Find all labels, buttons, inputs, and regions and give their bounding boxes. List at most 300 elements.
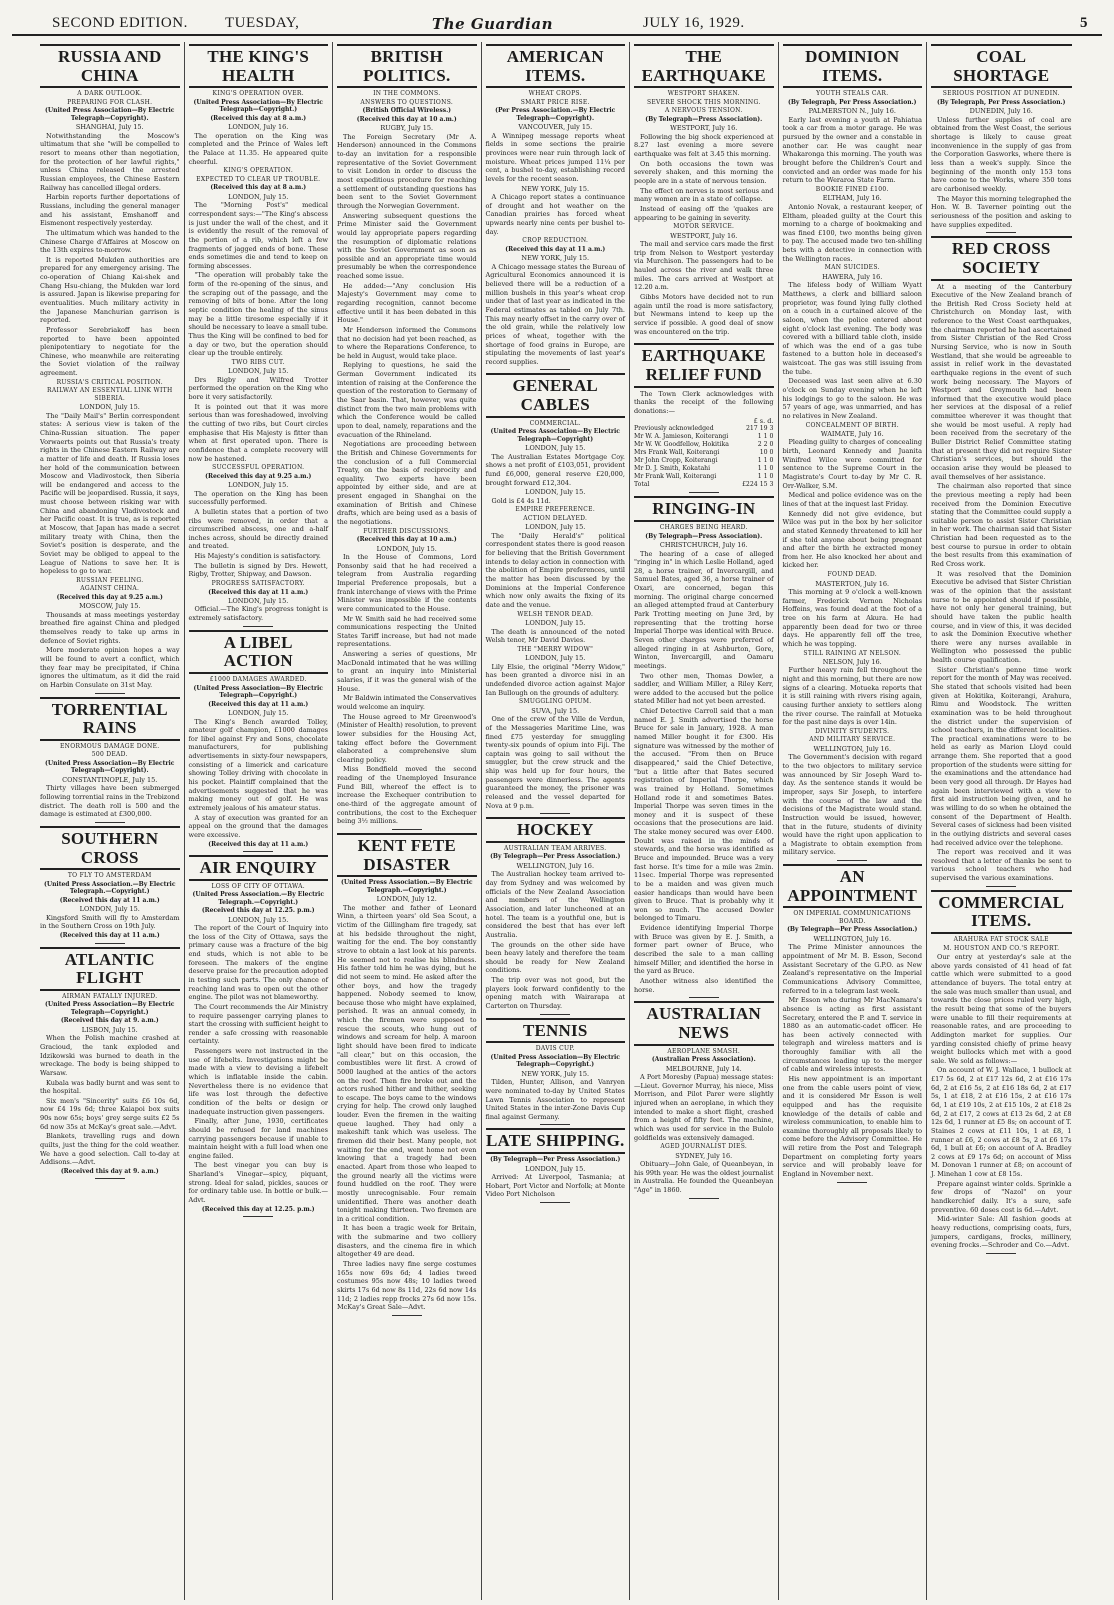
article-paragraph: A Chicago report states a continuance of drought and hot weather on the Canadian prairies has forced wheat upwards nearly nine cents per bushel to-day. <box>485 193 625 236</box>
article-body <box>189 676 329 848</box>
wire-credit: (Received this day at 11 a.m.) <box>208 840 309 848</box>
article-paragraph: The lifeless body of William Wyatt Matthews, a clerk and billiard saloon proprietor, was found lying fully clothed on a couch in a curtained alcove of the saloon, when the police entered about eight o'clock last evening. The body was covered with a billiard table cloth, inside of which was the end of a gas tube fastened to a button hole in deceased's waistcoat. The gas was still issuing from the tube. <box>782 281 922 376</box>
article-paragraph: Professor Serebriakoff has been reported to have been appointed plenipotentiary to negotiate for the Chinese, who meanwhile are reiterating the Soviet violation of the railway agreement. <box>40 325 180 378</box>
article-paragraph: Arrived: At Liverpool, Tasmania; at Hobart, Port Victor and Norfolk; at Monte Video Port Nicholson <box>485 1173 625 1199</box>
article-headline: AIR ENQUIRY <box>189 855 329 881</box>
article-paragraph: Mr W. Smith said he had received some communications respecting the United States Tariff increase, but had not made representations. <box>337 614 477 649</box>
wire-credit: (Received this day at 11 a.m.) <box>208 588 309 596</box>
article-paragraph: Following the big shock experienced at 8.27 last evening a more severe earthquake was felt at 3.45 this morning. <box>634 132 774 159</box>
article-paragraph: The bulletin is signed by Drs. Hewett, Rigby, Trotter, Shipway, and Dawson. <box>188 561 328 579</box>
article-subhead: A NERVOUS TENSION. <box>664 107 743 115</box>
article-dateline: WELLINGTON, July 16. <box>516 861 595 870</box>
article-paragraph: The effect on nerves is most serious and many women are in a state of collapse. <box>634 186 774 204</box>
article-paragraph: When the Polish machine crashed at Gracioud, the tank exploded and Idzikowski was burned to death in the wreckage. The body is being shipped to Warsaw. <box>40 1034 180 1077</box>
article-body <box>189 90 329 622</box>
article-subhead: EMPIRE PREFERENCE. <box>515 506 596 514</box>
article-paragraph: Six men's "Sincerity" suits £6 10s 6d, now £4 19s 6d; three Kaiapoi box suits 90s now 65s; boys' grey serge suits £2 5s 6d now 35s at McKay's great sale.—Advt. <box>40 1096 180 1131</box>
article-subhead: RUSSIAN FEELING. <box>76 576 144 584</box>
news-article <box>486 44 626 366</box>
article-subhead: MOTOR SERVICE. <box>673 223 735 231</box>
wire-credit: (By Telegraph—Press Association). <box>645 115 763 123</box>
article-divider <box>540 1202 570 1203</box>
article-body <box>40 993 180 1176</box>
article-subhead: ENORMOUS DAMAGE DONE. <box>60 742 160 750</box>
article-subhead: ACTION DELAYED. <box>523 514 588 522</box>
article-paragraph: "The operation will probably take the form of the re-opening of the sinus, and the scraping out of the passage, and the removing of bits of bone. After the long septic condition the healing of the sinus may be a little tiresome especially if it should be necessary to leave a small tube. Thus the King will be confined to bed for a day or two, but the operation should clear up the trouble entirely. <box>188 271 328 358</box>
article-paragraph: Deceased was last seen alive at 6.30 o'clock on Sunday evening when he left his lodgings to go to the saloon. He was 57 years of age, was unmarried, and has no relatives in New Zealand. <box>782 377 922 420</box>
wire-credit: (United Press Association—By Electric Telegraph—Copyright). <box>45 759 175 775</box>
article-divider <box>243 851 273 852</box>
wire-credit: (Received this day at 10 a.m.) <box>356 536 457 544</box>
article-headline: COMMERCIAL ITEMS. <box>931 890 1072 934</box>
article-subhead: STILL RAINING AT NELSON. <box>803 649 902 657</box>
article-subhead: RUSSIA'S CRITICAL POSITION. <box>56 378 163 386</box>
article-subhead: PREPARING FOR CLASH. <box>67 98 153 106</box>
article-paragraph: It is pointed out that it was more serious than was foreshadowed, involving the cutting of two ribs, but Court circles emphasise that His Majesty is fitter than when at first operated upon. There is confidence that a complete recovery will now be hastened. <box>188 402 328 463</box>
article-divider <box>689 997 719 998</box>
article-dateline: LONDON, July 15. <box>525 1164 586 1173</box>
article-body <box>634 524 774 994</box>
article-paragraph: Chief Detective Carroll said that a man named E. J. Smith advertised the horse Bruce for sale in January, 1928. A man named Miller bought it for £300. His signature was witnessed by the mother of the accused. "From then on Bruce disappeared," said the Chief Detective, "but a little after that Bates secured registration of Imperial Thorpe, which was trained by Holland. Sometimes Holland rode it and sometimes Bates. Imperial Thorpe was seven times in the money and it is suspect of these occasions that the prosecutions are laid. The stake money secured was over £400. Doubt was raised in the minds of stewards, and the horse was identified as Bruce and impounded. Bruce was a very fast horse. It's time for a mile was 2min. 11sec. Imperial Thorpe was represented to be a maiden and was given much easier handicaps than would have been given to Bruce. That is probably why it won so much. The accused Dowler belonged to Timaru. <box>634 707 774 923</box>
wire-credit: (United Press Association.—By Electric Telegraph.—Copyright.) <box>192 891 324 906</box>
article-paragraph: His new appointment is an important one from the cable users point of view, and it is considered Mr Esson is well equipped and has the requisite knowledge of the details of cable and wireless communication, to enable him to examine thoroughly all proposals likely to come before the Advisory Committee. He will retire from the Post and Telegraph Department on completing forty years service and will probably leave for England in November next. <box>782 1074 922 1179</box>
article-paragraph: Antonio Novak, a restaurant keeper, of Eltham, pleaded guilty at the Court this morning to a charge of bookmaking and was fined £100, two months being given to pay. The accused made two ten-shilling bets with a detective in connection with the Wellington races. <box>782 202 922 263</box>
article-divider <box>95 693 125 694</box>
article-paragraph: The report of the Court of Inquiry into the loss of the City of Ottawa, says the primary cause was a fracture of the big end studs, which is not able to be foreseen. The makers of the engine deserve praise for the precaution adopted in testing such parts. The only chance of reaching land was to open out the other engine. The pilot was not blameworthy. <box>188 924 328 1002</box>
article-subhead: EXPECTED TO CLEAR UP TROUBLE. <box>196 175 321 183</box>
article-headline: THE EARTHQUAKE <box>634 44 774 88</box>
article-dateline: LONDON, July 15. <box>525 654 586 663</box>
article-paragraph: The Mayor this morning telegraphed the Hon. W. B. Taverner pointing out the seriousness of the position and asking to have supplies expedited. <box>931 194 1072 229</box>
article-paragraph: The grounds on the other side have been heavy lately and therefore the team should be ready for New Zealand conditions. <box>485 940 625 975</box>
article-paragraph: Thousands at mass meetings yesterday breathed fire against China and pledged themselves ready to take up arms in defence of Soviet rights. <box>40 610 180 645</box>
article-paragraph: Obituary—John Gale, of Queanbeyan, in his 99th year. He was the oldest journalist in Australia. He founded the Queanbeyan "Age" in 1860. <box>634 1160 774 1195</box>
article-paragraph: The ultimatum which was handed to the Chinese Charge d'Affaires at Moscow on the 13th expires to-morrow. <box>40 228 180 255</box>
article-dateline: LONDON, July 16. <box>228 123 289 132</box>
article-subhead: A DARK OUTLOOK. <box>77 90 143 98</box>
article-subhead: AEROPLANE SMASH. <box>667 1047 741 1055</box>
article-dateline: LONDON, July 12. <box>376 895 437 904</box>
article-body <box>783 90 923 857</box>
article-paragraph: The hearing of a case of alleged "ringing in" in which Leslie Holland, aged 28, a horse trainer, of Invercargill, and Samuel Bates, aged 36, a horse trainer of Oxari, are concerned, began this morning. The original charge concerned an alleged attempted fraud at Canterbury Park Trotting meeting on June 3rd, by representing that the trotting horse Imperial Thorpe was identical with Bruce. Seven other charges were preferred of alleged ringing in at Ashburton, Gore, Winton, Invercargill, and Oamaru meetings. <box>634 549 774 670</box>
wire-credit: (By Telegraph—Per Press Association.) <box>787 926 918 934</box>
table-header: £ s. d. <box>753 416 774 425</box>
article-paragraph: Finally, after June, 1930, certificates should be refused for land machines carrying passengers because if unable to maintain height with a full load when one engine failed. <box>188 1117 328 1160</box>
news-article <box>486 1128 626 1199</box>
article-paragraph: The Australian hockey team arrived to-day from Sydney and was welcomed by officials of the New Zealand Association and members of the Wellington Association, and later luncheoned at an hotel. The team is a youthful one, but is considered the best that has ever left Australia. <box>485 870 625 939</box>
article-subhead: AGED JOURNALIST DIES. <box>660 1143 748 1151</box>
article-body <box>486 845 626 1011</box>
article-subhead: AUSTRALIAN TEAM ARRIVES. <box>504 844 607 852</box>
article-paragraph: Miss Bondfield moved the second reading of the Unemployed Insurance Fund Bill, whereof the effect is to increase the Exchequer contribution to one-third of the aggregate amount of contributions, the cost to the Exchequer being 3½ millions. <box>337 765 477 826</box>
donation-amount: £224 15 3 <box>742 481 774 489</box>
news-article <box>189 630 329 848</box>
article-paragraph: Mid-winter Sale: All fashion goods at heavy reductions, comprising coats, furs, jumpers, cardigans, frocks, millinery, evening frocks.—Schroder and Co.—Advt. <box>931 1215 1072 1250</box>
article-paragraph: A Port Moresby (Papua) message states:—Lieut. Governor Murray, his niece, Miss Morrison, and Pilot Parer were slightly injured when an aeroplane, in which they intended to make a short flight, crashed from a height of fifty feet. The machine, which was used for service in the Bulolo goldfields was extensively damaged. <box>634 1073 774 1142</box>
wire-credit: (United Press Association.—By Electric Telegraph.—Copyright.) <box>341 879 473 894</box>
article-headline: HOCKEY <box>486 817 626 843</box>
article-subhead: FOUND DEAD. <box>827 571 877 579</box>
wire-credit: (By Telegraph, Per Press Association.) <box>937 98 1066 106</box>
article-paragraph: Kingsford Smith will fly to Amsterdam in the Southern Cross on 19th July. <box>40 913 180 931</box>
article-dateline: NEW YORK, July 15. <box>521 1069 590 1078</box>
article-divider <box>689 1198 719 1199</box>
article-subhead: THE "MERRY WIDOW" <box>517 645 594 653</box>
news-column-6 <box>779 42 928 1600</box>
article-subhead: DAVIS CUP. <box>535 1045 575 1053</box>
article-paragraph: It was resolved that the Dominion Executive be advised that Sister Christian was of the opinion that the assistant nurse to be appointed should if possible, have not only her general training, but should have taken the public health course, and in view of this, it was decided to ask the Dominion Executive whether there were any nurses available in Wellington who possessed the public health course qualification. <box>931 569 1072 665</box>
article-divider <box>986 1253 1016 1254</box>
article-dateline: LISBON, July 15. <box>81 1025 138 1034</box>
article-body <box>634 1048 774 1195</box>
article-paragraph: He added:—"Any conclusion His Majesty's Government may come to regarding recognition, cannot become effective until it has been debated in this House." <box>337 281 477 325</box>
wire-credit: (Received this day at 9.25 a.m.) <box>56 593 163 601</box>
article-subhead: PROGRESS SATISFACTORY. <box>211 580 305 588</box>
wire-credit: (United Press Association—By Electric Telegraph—Copyright). <box>45 107 175 122</box>
wire-credit: (Australian Press Association). <box>651 1056 756 1064</box>
article-body <box>634 90 774 336</box>
article-subhead: M. HOUSTON AND CO.'S REPORT. <box>943 944 1060 952</box>
donations-table <box>634 425 774 490</box>
received-note: (Received this day at 11 a.m.) <box>59 896 160 904</box>
page-number: 5 <box>1080 15 1088 31</box>
day-label: TUESDAY, <box>225 15 300 31</box>
article-paragraph: Prepare against winter colds. Sprinkle a few drops of "Nazol" on your handkerchief daily. It's a sure, safe preventive. 60 doses cost is 6d.—Advt. <box>931 1179 1072 1214</box>
donation-amount: 2 2 0 <box>757 441 774 449</box>
article-dateline: NEW YORK, July 15. <box>521 184 590 193</box>
donation-amount: 217 19 3 <box>745 424 774 432</box>
article-dateline: LONDON, July 15. <box>228 481 289 490</box>
article-paragraph: The Town Clerk acknowledges with thanks the receipt of the following donations:— <box>634 389 774 415</box>
article-paragraph: The trip over was not good, but the players look forward confidently to the opening match with Wairarapa at Carterton on Thursday. <box>485 976 625 1011</box>
news-article <box>931 236 1072 883</box>
article-body <box>486 1045 626 1121</box>
article-dateline: LONDON, July 15. <box>525 619 586 628</box>
article-dateline: SYDNEY, July 16. <box>675 1151 733 1160</box>
article-dateline: LONDON, July 15. <box>525 488 586 497</box>
news-article <box>783 864 923 1179</box>
article-divider <box>837 1182 867 1183</box>
article-headline: A LIBEL ACTION <box>189 630 329 674</box>
article-paragraph: Tilden, Hunter, Allison, and Vanryen were nominated to-day by United States Lawn Tennis Association to represent United States in the inter-Zone Davis Cup final against Germany. <box>485 1078 625 1121</box>
article-subhead: WHEAT CROPS. <box>528 90 582 98</box>
wire-credit: (Received this day at 12.25. p.m.) <box>201 1205 315 1213</box>
table-row <box>634 465 774 473</box>
article-divider <box>540 813 570 814</box>
article-headline: RED CROSS SOCIETY <box>931 236 1072 280</box>
article-dateline: ELTHAM, July 16. <box>822 194 882 203</box>
received-note: (Received this day at 8 a.m.) <box>210 114 307 122</box>
wire-credit: (United Press Association—By Electric Telegraph—Copyright.) <box>45 1001 175 1016</box>
article-body <box>783 910 923 1178</box>
article-subhead: WESTPORT SHAKEN. <box>667 90 740 98</box>
wire-credit: (United Press Association—By Electric Telegraph—Copyright) <box>490 428 620 443</box>
article-subhead: FURTHER DISCUSSIONS. <box>363 527 451 535</box>
news-article <box>783 44 923 857</box>
article-subhead: SERIOUS POSITION AT DUNEDIN. <box>942 90 1060 98</box>
article-paragraph: This morning at 9 o'clock a well-known farmer, Frederick Vernon Nicholas Hoffeins, was found dead at the foot of a tree on his farm at Akura. He had apparently been dead for two or three days. He apparently fell off the tree, which he was topping. <box>782 588 922 648</box>
article-dateline: SUVA, July 15. <box>531 706 580 715</box>
article-divider <box>95 943 125 944</box>
article-body <box>337 879 477 1312</box>
article-paragraph: Instead of easing off the 'quakes are appearing to be gaining in severity. <box>634 204 774 222</box>
article-paragraph: The Australian Estates Mortgage Coy. shows a net profit of £103,051, provident fund £6,000, general reserve £20,000, brought forward £12,304. <box>485 452 625 487</box>
article-subhead: AND MILITARY SERVICE. <box>809 736 896 744</box>
article-paragraph: Negotiations are proceeding between the British and Chinese Governments for the conclusion of a full Commercial Treaty, on the basis of reciprocity and equality. Two experts have been appointed by either side, and are at present engaged in Shanghai on the examination of British and Chinese drafts, which are being used as a basis of the negotiations. <box>337 440 477 526</box>
article-paragraph: The House agreed to Mr Greenwood's (Minister of Health) resolution, to prevent lower subsidies for the Housing Act, taking effect before the Government elaborated a comprehensive slum clearing policy. <box>337 712 477 764</box>
article-subhead: KING'S OPERATION OVER. <box>212 90 304 98</box>
article-body <box>931 90 1072 229</box>
wire-credit: (United Press Association—By Electric Telegraph—Copyright.) <box>193 684 323 700</box>
article-dateline: HAWERA, July 16. <box>822 272 883 281</box>
article-paragraph: The Court recommends the Air Ministry to require passenger carrying planes to start the crossing with sufficient height to render a safe crossing with reasonable certainty. <box>188 1002 328 1046</box>
article-subhead: BOOKIE FINED £100. <box>815 185 889 193</box>
article-headline: KENT FETE DISASTER <box>337 833 477 877</box>
news-article <box>337 44 477 826</box>
article-headline: BRITISH POLITICS. <box>337 44 477 88</box>
article-paragraph: The King's Bench awarded Tolley, amateur golf champion, £1000 damages for libel against Fry and Sons, chocolate manufacturers, for publishing advertisements in sixty-four newspapers, consisting of a limerick and caricature showing Tolley driving with chocolate in his pocket. Plaintiff complained that the advertisements suggested that he was making money out of golf. He was extremely jealous of his amateur status. <box>188 717 328 812</box>
article-dateline: MELBOURNE, July 14. <box>665 1064 742 1073</box>
article-paragraph: Gibbs Motors have decided not to run again until the road is more satisfactory, but Newmans intend to keep up the service if possible. A good deal of snow was encountered on the trip. <box>634 293 774 336</box>
news-article <box>634 44 774 336</box>
article-paragraph: Another witness also identified the horse. <box>634 976 774 994</box>
issue-date: JULY 16, 1929. <box>643 15 745 31</box>
article-subhead: ANSWERS TO QUESTIONS. <box>360 98 454 106</box>
article-headline: LATE SHIPPING. <box>486 1128 626 1154</box>
wire-credit: (United Press Association—By Electric Telegraph—Copyright.) <box>490 1053 620 1069</box>
wire-credit: (British Official Wireless.) <box>362 107 452 115</box>
article-paragraph: A Chicago message states the Bureau of Agricultural Economics announced it is believed there will be a reduction of a million bushels in this year's wheat crop under that of last year as indicated in the Federal estimates as tabled on July 7th. This may nearly offset in the carry over of the old grain, while the relatively low prices of wheat, together with the shortage of food grains in Europe, are stipulating the movements of last year's record supplies. <box>485 262 625 366</box>
received-note: (Received this day at 11 a.m.) <box>208 700 309 708</box>
article-subhead: TO FLY TO AMSTERDAM <box>67 872 152 880</box>
article-paragraph: Kennedy did not give evidence, but Wilce was put in the box by her solicitor and stated Kennedy threatened to kill her if she told anyone about being pregnant and after the birth he extracted money from her. He also knocked her about and kicked her. <box>782 509 922 570</box>
article-dateline: RUGBY, July 15. <box>380 124 434 133</box>
article-paragraph: Sister Christian's penne time work report for the month of May was received. She stated that schools visited had been given at Hokitika, Koiterangi, Arahura, Rimu and Woodstock. The written examination was to be held throughout the district under the supervision of school teachers, in the different localities. The practical examinations were to be held as early as Marion Lloyd could arrange them. She reported that a good proportion of the students were sitting for the examinations and the attendance had been very good all through. Dr Hayes had again been interviewed with a view to first aid instruction being given, and he was willing to do so when he obtained the consent of the Department of Health. Several cases of sickness had been visited in the outlying districts and several cases had received advice over the telephone. <box>931 665 1072 847</box>
article-subhead: TWO RIBS CUT. <box>231 358 285 366</box>
table-row <box>634 425 774 433</box>
article-paragraph: On both occasions the town was severely shaken, and this morning the people are in a state of nervous tension. <box>634 159 774 186</box>
article-paragraph: Further heavy rain fell throughout the night and this morning, but there are now signs of a clearing. Motueka reports that it is still raining with rivers rising again, causing further anxiety to settlers along the river course. The rainfall at Motueka for the past nine days is over 14in. <box>782 666 922 727</box>
article-divider <box>986 886 1016 887</box>
wire-credit: (Received this day at 11 a.m.) <box>505 245 606 253</box>
article-paragraph: Our entry at yesterday's sale at the above yards consisted of 41 head of fat cattle which were submitted to a good attendance of buyers. The total entry at the sale was much smaller than usual, and towards the close prices ruled very high, the result being that some of the buyers were unable to fill their requirements at reasonable rates, and are proceeding to Addington market for supplies. Our yarding consisted chiefly of prime heavy weight bullocks which met with a good sale. We sold as follows:— <box>931 953 1072 1065</box>
wire-credit: (By Telegraph—Per Press Association.) <box>490 1156 621 1164</box>
donation-amount: 1 1 0 <box>757 457 774 465</box>
article-headline: THE KING'S HEALTH <box>189 44 329 88</box>
donor-name: Mr John Cropp, Koiterangi <box>634 457 718 465</box>
article-paragraph: Lily Elsie, the original "Merry Widow," has been granted a divorce nisi in an undefended divorce action against Major Ian Bullough on the grounds of adultery. <box>485 662 625 697</box>
article-subhead: ARAHURA FAT STOCK SALE <box>953 936 1049 944</box>
donor-name: Total <box>634 481 650 489</box>
article-body <box>931 936 1072 1250</box>
article-divider <box>689 492 719 493</box>
article-paragraph: Mr Henderson informed the Commons that no decision had yet been reached, as to where the Reparations Conference, to be held in August, would take place. <box>337 325 477 360</box>
edition-label: SECOND EDITION. <box>52 15 188 31</box>
news-article <box>40 697 180 819</box>
table-row <box>634 457 774 465</box>
article-paragraph: Pleading guilty to charges of concealing birth, Leonard Kennedy and Juanita Winifred Wilce were committed for sentence to the Supreme Court in the Magistrate's Court to-day by Mr C. R. Orr-Walker, S.M. <box>782 438 922 490</box>
news-article <box>486 1018 626 1122</box>
article-paragraph: Three ladies navy fine serge costumes 165s now 69s 6d; 4 ladies tweed costumes 95s now 48s; 10 ladies tweed skirts 17s 6d now 8s 11d, 22s 6d now 14s 11d; 2 ladies repp frocks 27s 6d now 15s. McKay's Great Sale—Advt. <box>337 1260 477 1312</box>
article-paragraph: One of the crew of the Ville de Verdun, of the Messageries Maritime Line, was fined £75 yesterday for smuggling twenty-six pounds of opium into Fiji. The captain was going to sail without the smuggler, but the crew struck and the ship was held up for four hours, the passengers were dinnerless. The agents guaranteed the money, the prisoner was released and the vessel departed for Nova at 9 p.m. <box>485 715 625 810</box>
article-paragraph: It has been a tragic week for Britain, with the submarine and two colliery disasters, and the cinema fire in which altogether 49 are dead. <box>337 1224 477 1259</box>
article-paragraph: Gold is £4 4s 11d. <box>491 496 551 505</box>
article-divider <box>689 339 719 340</box>
article-dateline: NELSON, July 16. <box>822 658 882 667</box>
wire-credit: (Received this day at 9. a.m.) <box>60 1167 159 1175</box>
article-dateline: WAIMATE, July 16. <box>820 430 884 439</box>
article-dateline: CONSTANTINOPLE, July 15. <box>62 775 158 784</box>
article-paragraph: On account of W. J. Wallace, 1 bullock at £17 5s 6d, 2 at £17 12s 6d, 2 at £16 17s 6d, 2 at £16 5s, 2 at £16 18s 6d, 2 at £17 5s, 1 at £18, 2 at £16 15s, 2 at £16 17s 6d, 1 at £19 10s, 2 at £15 10s, 2 at £18 2s 6d, 2 at £17, 2 cows at £13 2s 6d, 2 at £8 12s 6d, 1 runner at £5 8s; on account of T. Staines 2 cows at £11 10s, 1 at £8, 1 runner at £6, 2 cows at £8 5s, 2 at £6 17s 6d, 1 bull at £6; on account of A. Bradley 2 cows at £9 17s 6d; on account of Miss M. Donovan 1 runner at £8; on account of J. Minehan 1 cow at £8 15s. <box>931 1066 1072 1179</box>
article-divider <box>837 860 867 861</box>
article-headline: AUSTRALIAN NEWS <box>634 1001 774 1045</box>
article-subhead: CHARGES BEING HEARD. <box>659 524 748 532</box>
article-paragraph: Passengers were not instructed in the use of lifebelts. Investigations might be made with a view to devising a lifebelt which is inflatable inside the cabin. Nevertheless there is no evidence that life was lost through the defective condition of the belts or design or inadequate instruction given passengers. <box>188 1047 328 1116</box>
donor-name: Previously acknowledged <box>634 424 714 432</box>
article-divider <box>392 829 422 830</box>
article-body <box>337 90 477 826</box>
article-body <box>40 90 180 689</box>
article-dateline: WESTPORT, July 16. <box>670 231 738 240</box>
article-dateline: LONDON, July 15. <box>79 403 140 412</box>
received-note: (Received this day at 10 a.m.) <box>356 115 457 123</box>
newspaper-title: The Guardian <box>432 15 553 33</box>
article-paragraph: Notwithstanding the Moscow's ultimatum that she "will be compelled to resort to means other than negotiation, for the protection of her lawful rights," unless China released the arrested Russian employees, the Chinese Eastern Railway has cancelled illegal orders. <box>40 131 180 192</box>
article-paragraph: Mr Esson who during Mr MacNamara's absence is acting as first assistant Secretary, entered the P. and T. service in 1880 as an automatic-cadet officer. He has been actively connected with telegraph and wireless matters and is thoroughly familiar with all the circumstances leading up to the merger of cable and wireless interests. <box>782 996 922 1074</box>
article-paragraph: The operation on the King has been successfully performed. <box>188 489 328 507</box>
news-article <box>337 833 477 1312</box>
article-body <box>486 90 626 366</box>
wire-credit: (Received this day at 8 a.m.) <box>210 184 307 192</box>
article-headline: AMERICAN ITEMS. <box>486 44 626 88</box>
article-dateline: LONDON, July 15. <box>525 523 586 532</box>
donor-name: Mrs Frank Wall, Koiterangi <box>634 449 720 457</box>
article-subhead: YOUTH STEALS CAR. <box>816 90 889 98</box>
article-paragraph: Evidence identifying Imperial Thorpe with Bruce was given by E. J. Smith, a former part owner of Bruce, who described the sale to a man calling himself Miller, and identified the horse in the yard as Bruce. <box>634 924 774 976</box>
article-dateline: WELLINGTON, July 16. <box>813 744 892 753</box>
article-paragraph: Unless further supplies of coal are obtained from the West Coast, the serious shortage is likely to cause great inconvenience in the supply of gas from the Corporation Gasworks, where there is less than a week's supply. Since the beginning of the month only 153 tons have come to the Works, where 350 tons are carbonised weekly. <box>931 115 1072 193</box>
article-dateline: LONDON, July 15. <box>228 597 289 606</box>
article-divider <box>243 1216 273 1217</box>
received-note: (Received this day at 9. a.m.) <box>60 1017 159 1025</box>
article-paragraph: The "Daily Mail's" Berlin correspondent states: A serious view is taken of the China-Russian situation. The paper Vorwaerts points out that Russia's treaty rights in the Chinese Eastern Railway are a matter of life and death. If Russia loses her hold of the communication between Moscow and Vladivostock, then Siberia will be endangered and access to the Pacific will be jeopardised. Russia, it says, must choose between risking war with China and abandoning Vladivostock and her Pacific coast. It is true, as is reported at Moscow, that Japan has made a secret military treaty with China, then the Soviet's position is desperate, and the Soviet may be obliged to appeal to the League of Nations to save her. It is hopeless to go to war. <box>40 411 180 576</box>
article-headline: SOUTHERN CROSS <box>40 826 180 870</box>
article-dateline: LONDON, July 15. <box>228 192 289 201</box>
news-article <box>931 44 1072 229</box>
article-body <box>189 883 329 1213</box>
article-subhead: £1000 DAMAGES AWARDED. <box>209 676 307 684</box>
article-paragraph: Blankets, travelling rugs and down quilts, just the thing for the cold weather. We have a good selection. Call to-day at Addisons.—Advt. <box>40 1132 180 1167</box>
article-dateline: NEW YORK, July 15. <box>521 254 590 263</box>
article-dateline: PALMERSTON N., July 16. <box>808 107 896 116</box>
article-paragraph: The Government's decision with regard to the two objectors to military service was announced by Sir Joseph Ward to-day. As the sentence stands it would be improper, says Sir Joseph, to interfere with the course of the law and the decisions of the Magistrate would stand. Instruction would be issued, however, that in the future, students of divinity would have the right upon application to a Magistrate to obtain exemption from military service. <box>782 753 922 857</box>
article-subhead: COMMERCIAL. <box>529 419 581 427</box>
article-dateline: LONDON, July 15. <box>228 915 289 924</box>
article-subhead: SMUGGLING OPIUM. <box>519 698 592 706</box>
article-body <box>486 1156 626 1199</box>
article-dateline: LONDON, July 15. <box>79 905 140 914</box>
article-body <box>634 390 774 490</box>
article-paragraph: A Winnipeg message reports wheat fields in some sections the prairie provinces were near ruin through lack of moisture. Wheat prices jumped 11¼ per cent, a bushel to-day, establishing record levels for the recent season. <box>485 131 625 184</box>
article-dateline: WELLINGTON, July 16. <box>813 934 892 943</box>
article-paragraph: Answering subsequent questions the Prime Minister said the Government would lay appropriate papers regarding the resumption of diplomatic relations with the Soviet Government as soon as possible and an appropriate time would presumably be when the correspondence reached some issue. <box>337 211 477 281</box>
article-paragraph: His Majesty's condition is satisfactory. <box>194 552 321 561</box>
donor-name: Mr Frank Wall, Koiterangi <box>634 473 717 481</box>
article-dateline: SHANGHAI, July 15. <box>75 123 144 132</box>
article-paragraph: Two other men, Thomas Dowler, a saddler, and William Miller, a Riley Kerr, were added to the accused but the police stated Miller had not yet been arrested. <box>634 671 774 706</box>
article-body <box>40 872 180 939</box>
article-subhead: WELSH TENOR DEAD. <box>517 610 594 618</box>
article-headline: TORRENTIAL RAINS <box>40 697 180 741</box>
table-row <box>634 433 774 441</box>
article-paragraph: Kubala was badly burnt and was sent to the hospital. <box>40 1078 180 1096</box>
article-paragraph: Official.—The King's progress tonight is extremely satisfactory. <box>188 605 328 623</box>
article-subhead: RAILWAY AN ESSENTIAL LINK WITH SIBERIA. <box>47 387 173 402</box>
article-paragraph: The mail and service cars made the first trip from Nelson to Westport yesterday via Murchison. The passengers had to be hauled across the river and walk three miles. The cars arrived at Westport at 12.20 a.m. <box>634 240 774 292</box>
article-divider <box>243 626 273 627</box>
donation-amount: 1 1 0 <box>757 473 774 481</box>
news-column-7 <box>927 42 1076 1600</box>
article-subhead: LOSS OF CITY OF OTTAWA. <box>211 882 306 890</box>
donor-name: Mr W. W. Goodfellow, Hokitika <box>634 441 729 449</box>
article-paragraph: Mr Baldwin intimated the Conservatives would welcome an inquiry. <box>337 694 477 711</box>
news-article <box>634 496 774 994</box>
donor-name: Mr D. J. Smith, Kokatahi <box>634 465 711 473</box>
article-headline: COAL SHORTAGE <box>931 44 1072 88</box>
article-dateline: LONDON, July 15. <box>525 444 586 453</box>
article-dateline: CHRISTCHURCH, July 16. <box>659 541 748 550</box>
article-paragraph: Answering a series of questions, Mr MacDonald intimated that he was willing to grant an inquiry into Ministerial salaries, if it was the general wish of the House. <box>337 650 477 693</box>
article-body <box>40 743 180 819</box>
article-paragraph: A bulletin states that a portion of two ribs were removed, in order that a circumscribed abscess, one and a-half inches across, should be directly drained and treated. <box>188 507 328 551</box>
article-subhead: IN THE COMMONS. <box>373 90 441 98</box>
article-divider <box>986 232 1016 233</box>
article-paragraph: The best vinegar you can buy is Sharland's Vinegar—spicy, piquant, strong. Ideal for salad, pickles, sauces or for ordinary table use. In bottle or bulk.—Advt. <box>188 1161 328 1205</box>
table-row <box>634 441 774 449</box>
newspaper-columns <box>36 42 1100 1600</box>
news-article <box>634 1001 774 1194</box>
article-divider <box>540 1124 570 1125</box>
article-paragraph: At a meeting of the Canterbury Executive of the New Zealand branch of the British Red Cross Society held at Christchurch on Monday last, with reference to the West Coast earthquakes, the chairman reported he had ascertained from Sister Christian of the Red Cross Nursing Service, who is now in South Westland, that she would be agreeable to assist in relief work in the devastated earthquake regions in the event of such work being necessary. The Mayors of Westport and Greymouth had been informed that the executive would place her services at the disposal of a relief committee wherever it was thought that she would be most useful. A reply had been received from the secretary of the Buller District Relief Committee stating that at present they did not require Sister Christian's services, but should the occasion arise they would be pleased to avail themselves of her assistance. <box>931 282 1072 481</box>
article-dateline: LONDON, July 15. <box>376 544 437 553</box>
article-paragraph: Medical and police evidence was on the lines of that at the inquest last Friday. <box>782 491 922 508</box>
wire-credit: (United Press Association.—By Electric Telegraph.—Copyright.) <box>44 880 176 896</box>
article-subhead: SMART PRICE RISE. <box>520 98 590 106</box>
article-paragraph: The mother and father of Leonard Winn, a thirteen years' old Sea Scout, a victim of the Gillingham fire tragedy, sat at his bedside throughout the night, waiting for the end. The boy constantly strove to obtain a last look at his parents. He seemed not to realise his blindness. His father told him he was dying, but he did not seem to mind. He asked after the other boys, and how the tragedy happened. Nobody seemed to know, because those who might have explained, perished. It was an annual comedy, in which the firemen were supposed to rescue the scouts, who hung out of windows and scream for help. A maroon light should have been fired to indicate "all clear," but on this occasion, the combustibles were lit first. A crowd of 5000 laughed at the antics of the actors on the roof. Then fire broke out and the actors rushed hither and thither, seeking to escape. The boys came to the windows crying for help. The crowd only laughed louder. Even the firemen in the waiting queue laughed. They had only a makeshift tank which was useless. The firemen did their best. Many people, not waiting for the end, went home not even knowing that a tragedy had been enacted. Apart from those who leaped to the ground nearly all the victims were found huddled on the roof. They were mostly unrecognisable. Four remain unidentified. There was another death tonight making thirteen. Two firemen are in a critical condition. <box>337 903 477 1223</box>
article-subhead: DIVINITY STUDENTS. <box>815 727 890 735</box>
article-subhead: MAN SUICIDES. <box>824 264 880 272</box>
article-paragraph: The report was received and it was resolved that a letter of thanks be sent to various school teachers who had supervised the various examinations. <box>931 848 1072 883</box>
masthead <box>12 0 1102 36</box>
article-headline: EARTHQUAKE RELIEF FUND <box>634 343 774 387</box>
received-note: (Received this day at 12.25. p.m.) <box>201 907 315 915</box>
article-paragraph: Drs Rigby and Wilfred Trotter performed the operation on the King who bore it very satisfactorily. <box>188 375 328 402</box>
article-divider <box>95 1178 125 1179</box>
news-article <box>40 947 180 1176</box>
news-article <box>486 373 626 810</box>
article-body <box>486 420 626 810</box>
article-paragraph: The "Morning Post's" medical correspondent says:—"The King's abscess is just under the wall of the chest, and it is evidently the result of the removal of the portion of a rib, which left a few fragments of jagged ends of bone. These ends sometimes die and tend to keep on forming abscesses. <box>188 201 328 270</box>
article-subhead: SEVERE SHOCK THIS MORNING. <box>646 98 761 106</box>
article-divider <box>392 1315 422 1316</box>
wire-credit: (By Telegraph, Per Press Association.) <box>788 98 917 106</box>
article-dateline: LONDON, July 15. <box>228 709 289 718</box>
table-row <box>634 473 774 481</box>
wire-credit: (Received this day at 9.25 a.m.) <box>205 472 312 480</box>
article-subhead: KING'S OPERATION. <box>223 167 294 175</box>
article-subhead: AIRMAN FATALLY INJURED. <box>62 992 158 1000</box>
article-paragraph: The operation on the King was completed and the Prince of Wales left the Palace at 11.35. He appeared quite cheerful. <box>188 131 328 166</box>
